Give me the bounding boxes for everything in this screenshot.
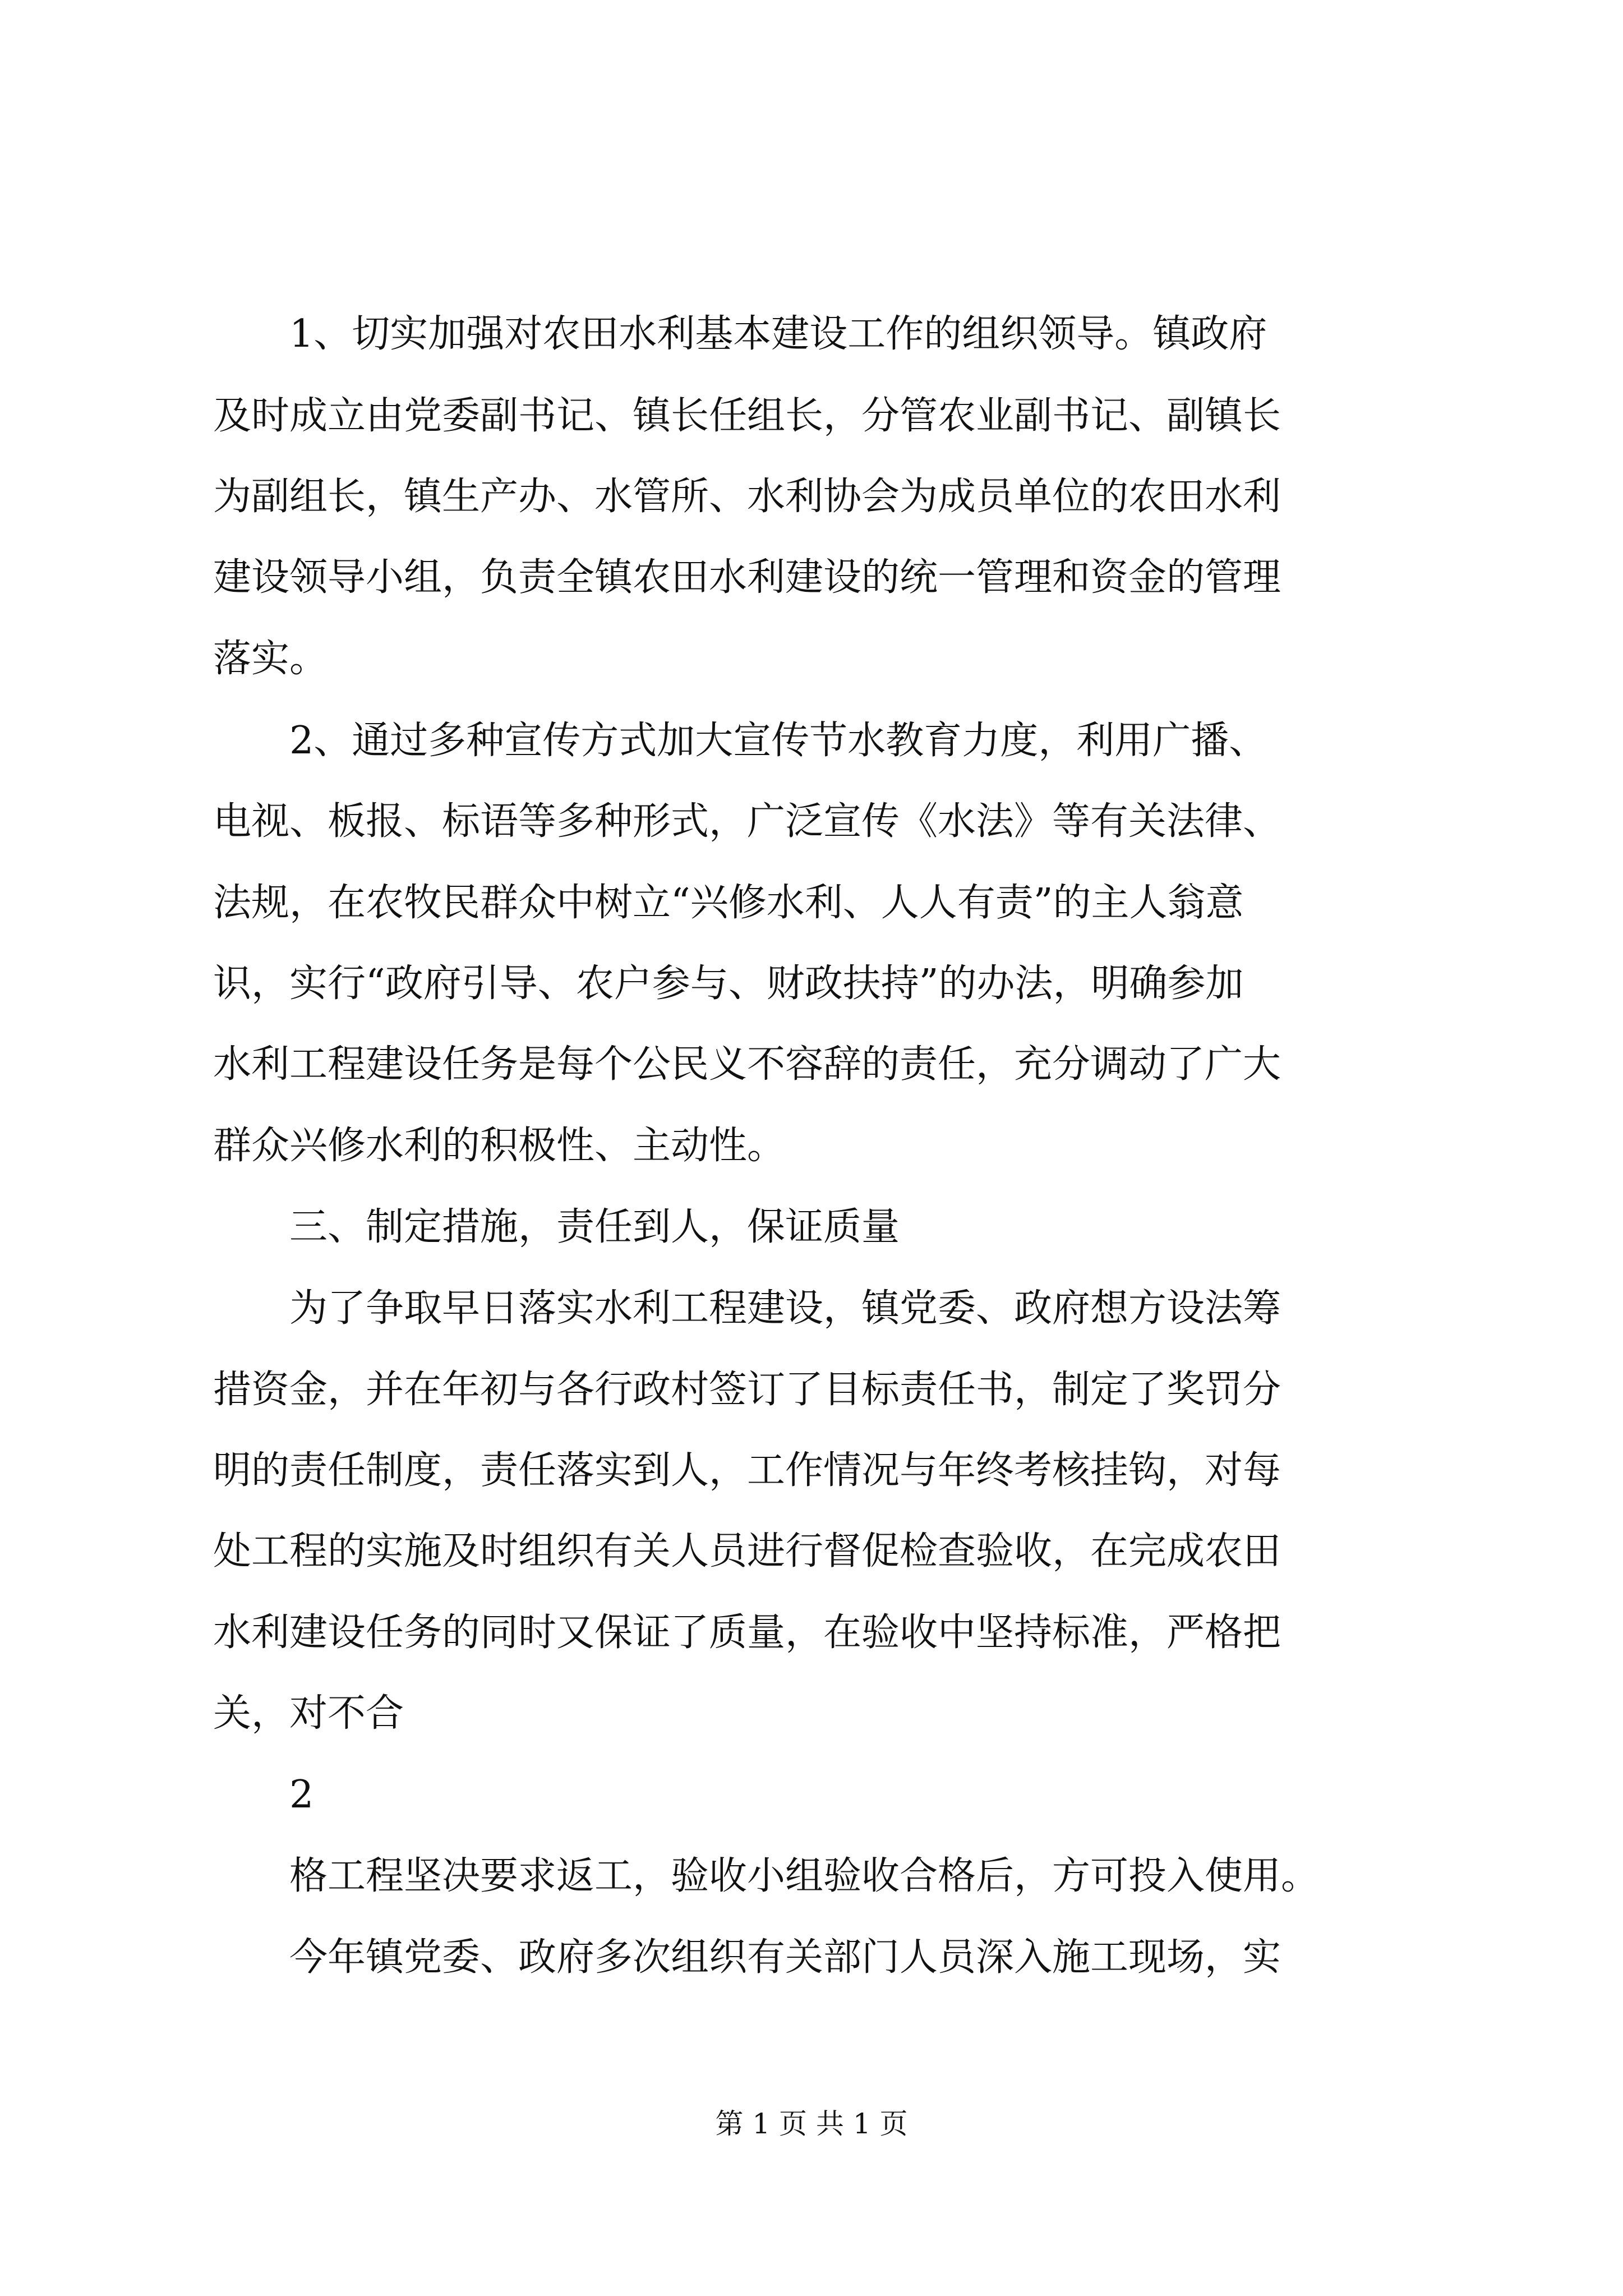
text-line: 关，对不合 [213, 1691, 404, 1736]
text-line: 格工程坚决要求返工，验收小组验收合格后，方可投入使用。 [213, 1854, 1320, 1898]
text-line: 2、通过多种宣传方式加大宣传节水教育力度，利用广播、 [213, 719, 1267, 763]
text-line: 措资金，并在年初与各行政村签订了目标责任书，制定了奖罚分 [213, 1368, 1281, 1412]
text-line: 水利建设任务的同时又保证了质量，在验收中坚持标准，严格把 [213, 1611, 1281, 1655]
text-line: 水利工程建设任务是每个公民义不容辞的责任，充分调动了广大 [213, 1042, 1281, 1087]
text-line: 今年镇党委、政府多次组织有关部门人员深入施工现场，实 [213, 1935, 1281, 1980]
page-break-number: 2 [213, 1773, 314, 1817]
text-line: 落实。 [213, 637, 328, 681]
page-footer: 第 1 页 共 1 页 [715, 2108, 908, 2140]
text-line: 为了争取早日落实水利工程建设，镇党委、政府想方设法筹 [213, 1286, 1281, 1331]
text-line: 处工程的实施及时组织有关人员进行督促检查验收，在完成农田 [213, 1529, 1281, 1573]
text-line: 及时成立由党委副书记、镇长任组长，分管农业副书记、副镇长 [213, 394, 1281, 438]
text-line: 为副组长，镇生产办、水管所、水利协会为成员单位的农田水利 [213, 475, 1281, 519]
text-line: 识，实行“政府引导、农户参与、财政扶持”的办法，明确参加 [213, 961, 1244, 1006]
text-line: 群众兴修水利的积极性、主动性。 [213, 1124, 786, 1168]
text-line: 1、切实加强对农田水利基本建设工作的组织领导。镇政府 [213, 312, 1267, 356]
text-line: 明的责任制度，责任落实到人，工作情况与年终考核挂钩，对每 [213, 1448, 1281, 1493]
text-line: 法规，在农牧民群众中树立“兴修水利、人人有责”的主人翁意 [213, 881, 1244, 925]
section-heading: 三、制定措施，责任到人，保证质量 [213, 1205, 900, 1249]
text-line: 电视、板报、标语等多种形式，广泛宣传《水法》等有关法律、 [213, 799, 1281, 844]
text-line: 建设领导小组，负责全镇农田水利建设的统一管理和资金的管理 [213, 555, 1281, 600]
